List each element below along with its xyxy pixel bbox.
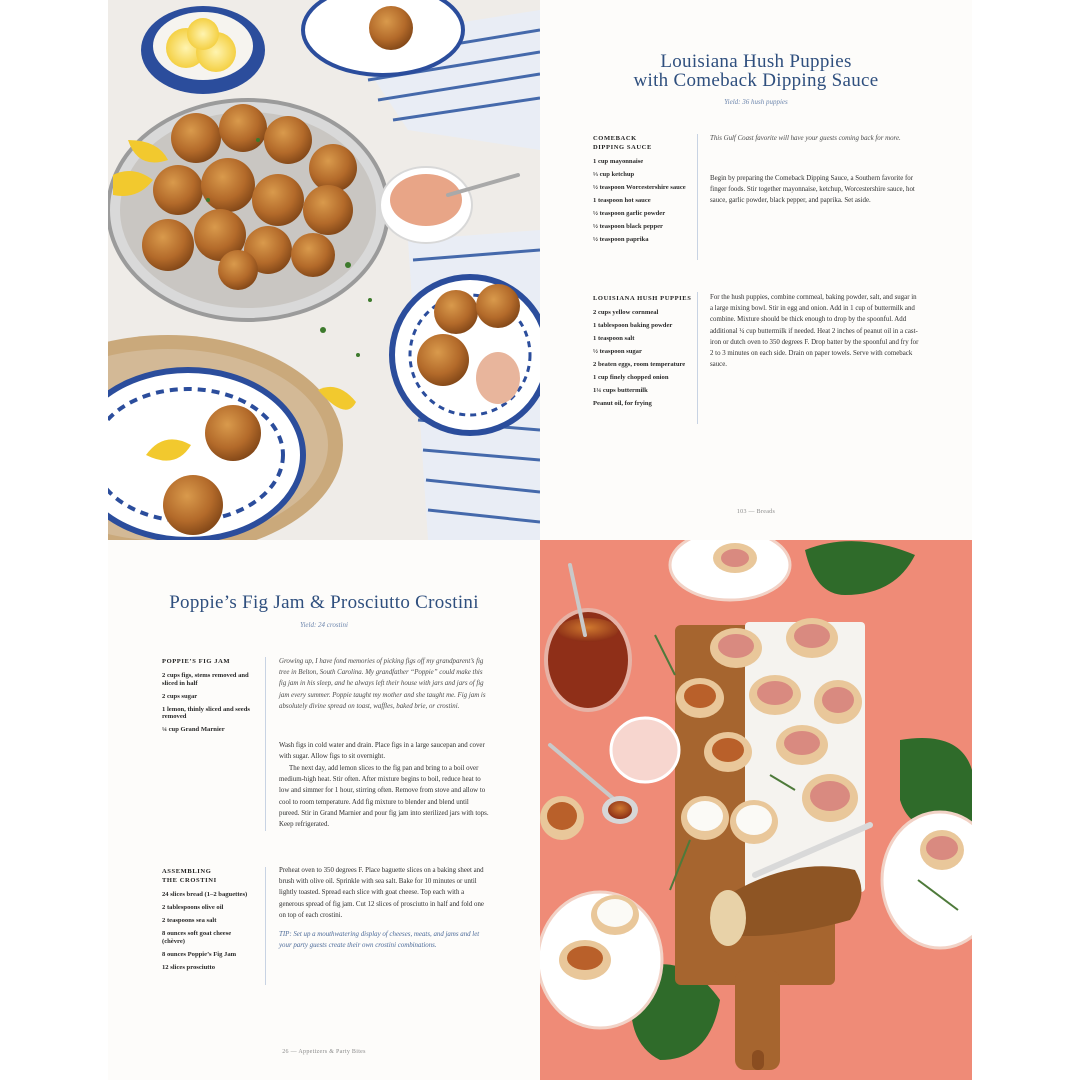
fig-jam-heading: POPPIE’S FIG JAM [162,658,231,665]
ingredient-item: 8 ounces Poppie’s Fig Jam [162,950,237,958]
column-divider [697,292,698,424]
recipe-yield: Yield: 24 crostini [300,621,348,629]
sauce-method: Begin by preparing the Comeback Dipping Sauce, a Southern favorite for finger foods. Stir together mayonnaise, ketchup, Worcestershire sauce, hot sauce, garlic powder, black pepper, and paprika. Set aside. [710,175,915,205]
assembling-heading: ASSEMBLING THE CROSTINI [162,868,217,884]
sauce-ingredient-list [593,158,693,249]
ingredient-item: 1 lemon, thinly sliced and seeds removed [162,705,250,721]
ingredient-item: 1 teaspoon hot sauce [593,196,651,204]
ingredient-item: 2 beaten eggs, room temperature [593,360,686,368]
recipe-title-line-2: with Comeback Dipping Sauce [633,70,879,91]
ingredient-item: 2 teaspoons sea salt [162,916,217,924]
ingredient-item: 2 cups yellow cornmeal [593,309,659,316]
ingredient-item: 8 ounces soft goat cheese (chèvre) [162,929,232,945]
ingredient-item: ½ teaspoon paprika [593,235,649,243]
ingredient-item: ½ teaspoon Worcestershire sauce [593,183,686,191]
column-divider [697,134,698,260]
fig-jam-method-2: The next day, add lemon slices to the fig pan and bring to a boil over medium-high heat. Stir often. After mixture begins to boil, reduce heat to low and simmer for 1 hour, stirring often. Remove from stove and allow to cool to room temperature. Add fig mixture to blender and blend until pureed. Stir in Grand Marnier and pour fig jam into sterilized jars with tops. Keep refrigerated. [279,765,489,829]
hush-puppies-ingredient-list [593,309,693,413]
hush-puppies-method: For the hush puppies, combine cornmeal, baking powder, salt, and sugar in a large mixing bowl. Stir in egg and onion. Add in 1 cup of buttermilk and combine. Mixture should be thick enough to drop by the spoonful. Add additional ¼ cup buttermilk if needed. Heat 2 inches of peanut oil in a cast-iron or dutch oven to 350 degrees F. Drop batter by the spoonful and fry for 2 to 3 minutes on each side. Drain on paper towels. Serve with comeback sauce. [710,294,919,369]
crostini-photo [540,540,972,1080]
ingredient-item: 1¼ cups buttermilk [593,386,648,394]
fig-jam-ingredient-list [162,672,252,739]
hush-puppies-heading: LOUISIANA HUSH PUPPIES [593,295,692,302]
column-divider [265,867,266,985]
crostini-recipe-page [108,540,540,1080]
ingredient-item: 24 slices bread (1–2 baguettes) [162,891,248,898]
ingredient-item: 1 teaspoon salt [593,334,635,342]
recipe-tip: TIP: Set up a mouthwatering display of cheeses, meats, and jams and let your party guests create their own crostini combinations. [279,931,480,950]
ingredient-item: Peanut oil, for frying [593,399,652,407]
ingredient-item: ½ teaspoon sugar [593,347,642,355]
ingredient-item: ¼ cup Grand Marnier [162,726,225,734]
assembling-method: Preheat oven to 350 degrees F. Place baguette slices on a baking sheet and brush with olive oil. Sprinkle with sea salt. Bake for 10 minutes or until lightly toasted. Spread each slice with goat cheese. Top each with a generous spread of fig jam. Cut 12 slices of prosciutto in half and fold one on top of each crostini. [279,867,484,919]
recipe-title-line-1: Louisiana Hush Puppies [660,51,852,72]
ingredient-item: 1 cup mayonnaise [593,158,644,165]
recipe-intro: Growing up, I have fond memories of picking figs off my grandparent’s fig tree in Belton, South Carolina. My grandfather “Poppie” could make this fig jam in his sleep, and he always left their house with jars and jars of fig jam every summer. Poppie taught my mother and she taught me. Fig jam is absolutely divine spread on toast, waffles, baked brie, or crostini. [279,658,486,710]
hush-puppies-recipe-page [540,0,972,540]
page-footer: 103 — Breads [736,509,776,515]
ingredient-item: ⅓ cup ketchup [593,170,635,178]
sauce-heading: COMEBACK DIPPING SAUCE [593,135,652,151]
ingredient-item: 12 slices prosciutto [162,963,215,971]
ingredient-item: ½ teaspoon garlic powder [593,209,666,217]
recipe-intro: This Gulf Coast favorite will have your guests coming back for more. [710,135,901,142]
ingredient-item: 2 cups figs, stems removed and sliced in half [162,672,249,687]
fig-jam-method-1: Wash figs in cold water and drain. Place figs in a large saucepan and cover with sugar. Allow figs to sit overnight. [279,742,485,761]
page-footer: 26 — Appetizers & Party Bites [282,1049,366,1055]
recipe-yield: Yield: 36 hush puppies [724,98,788,106]
ingredient-item: 1 cup finely chopped onion [593,373,669,381]
ingredient-item: 1 tablespoon baking powder [593,321,673,329]
assembling-ingredient-list [162,891,252,977]
column-divider [265,657,266,831]
recipe-title: Poppie’s Fig Jam & Prosciutto Crostini [169,592,479,613]
ingredient-item: 2 tablespoons olive oil [162,903,224,911]
ingredient-item: 2 cups sugar [162,692,198,700]
ingredient-item: ½ teaspoon black pepper [593,222,663,230]
hush-puppies-photo [108,0,540,540]
